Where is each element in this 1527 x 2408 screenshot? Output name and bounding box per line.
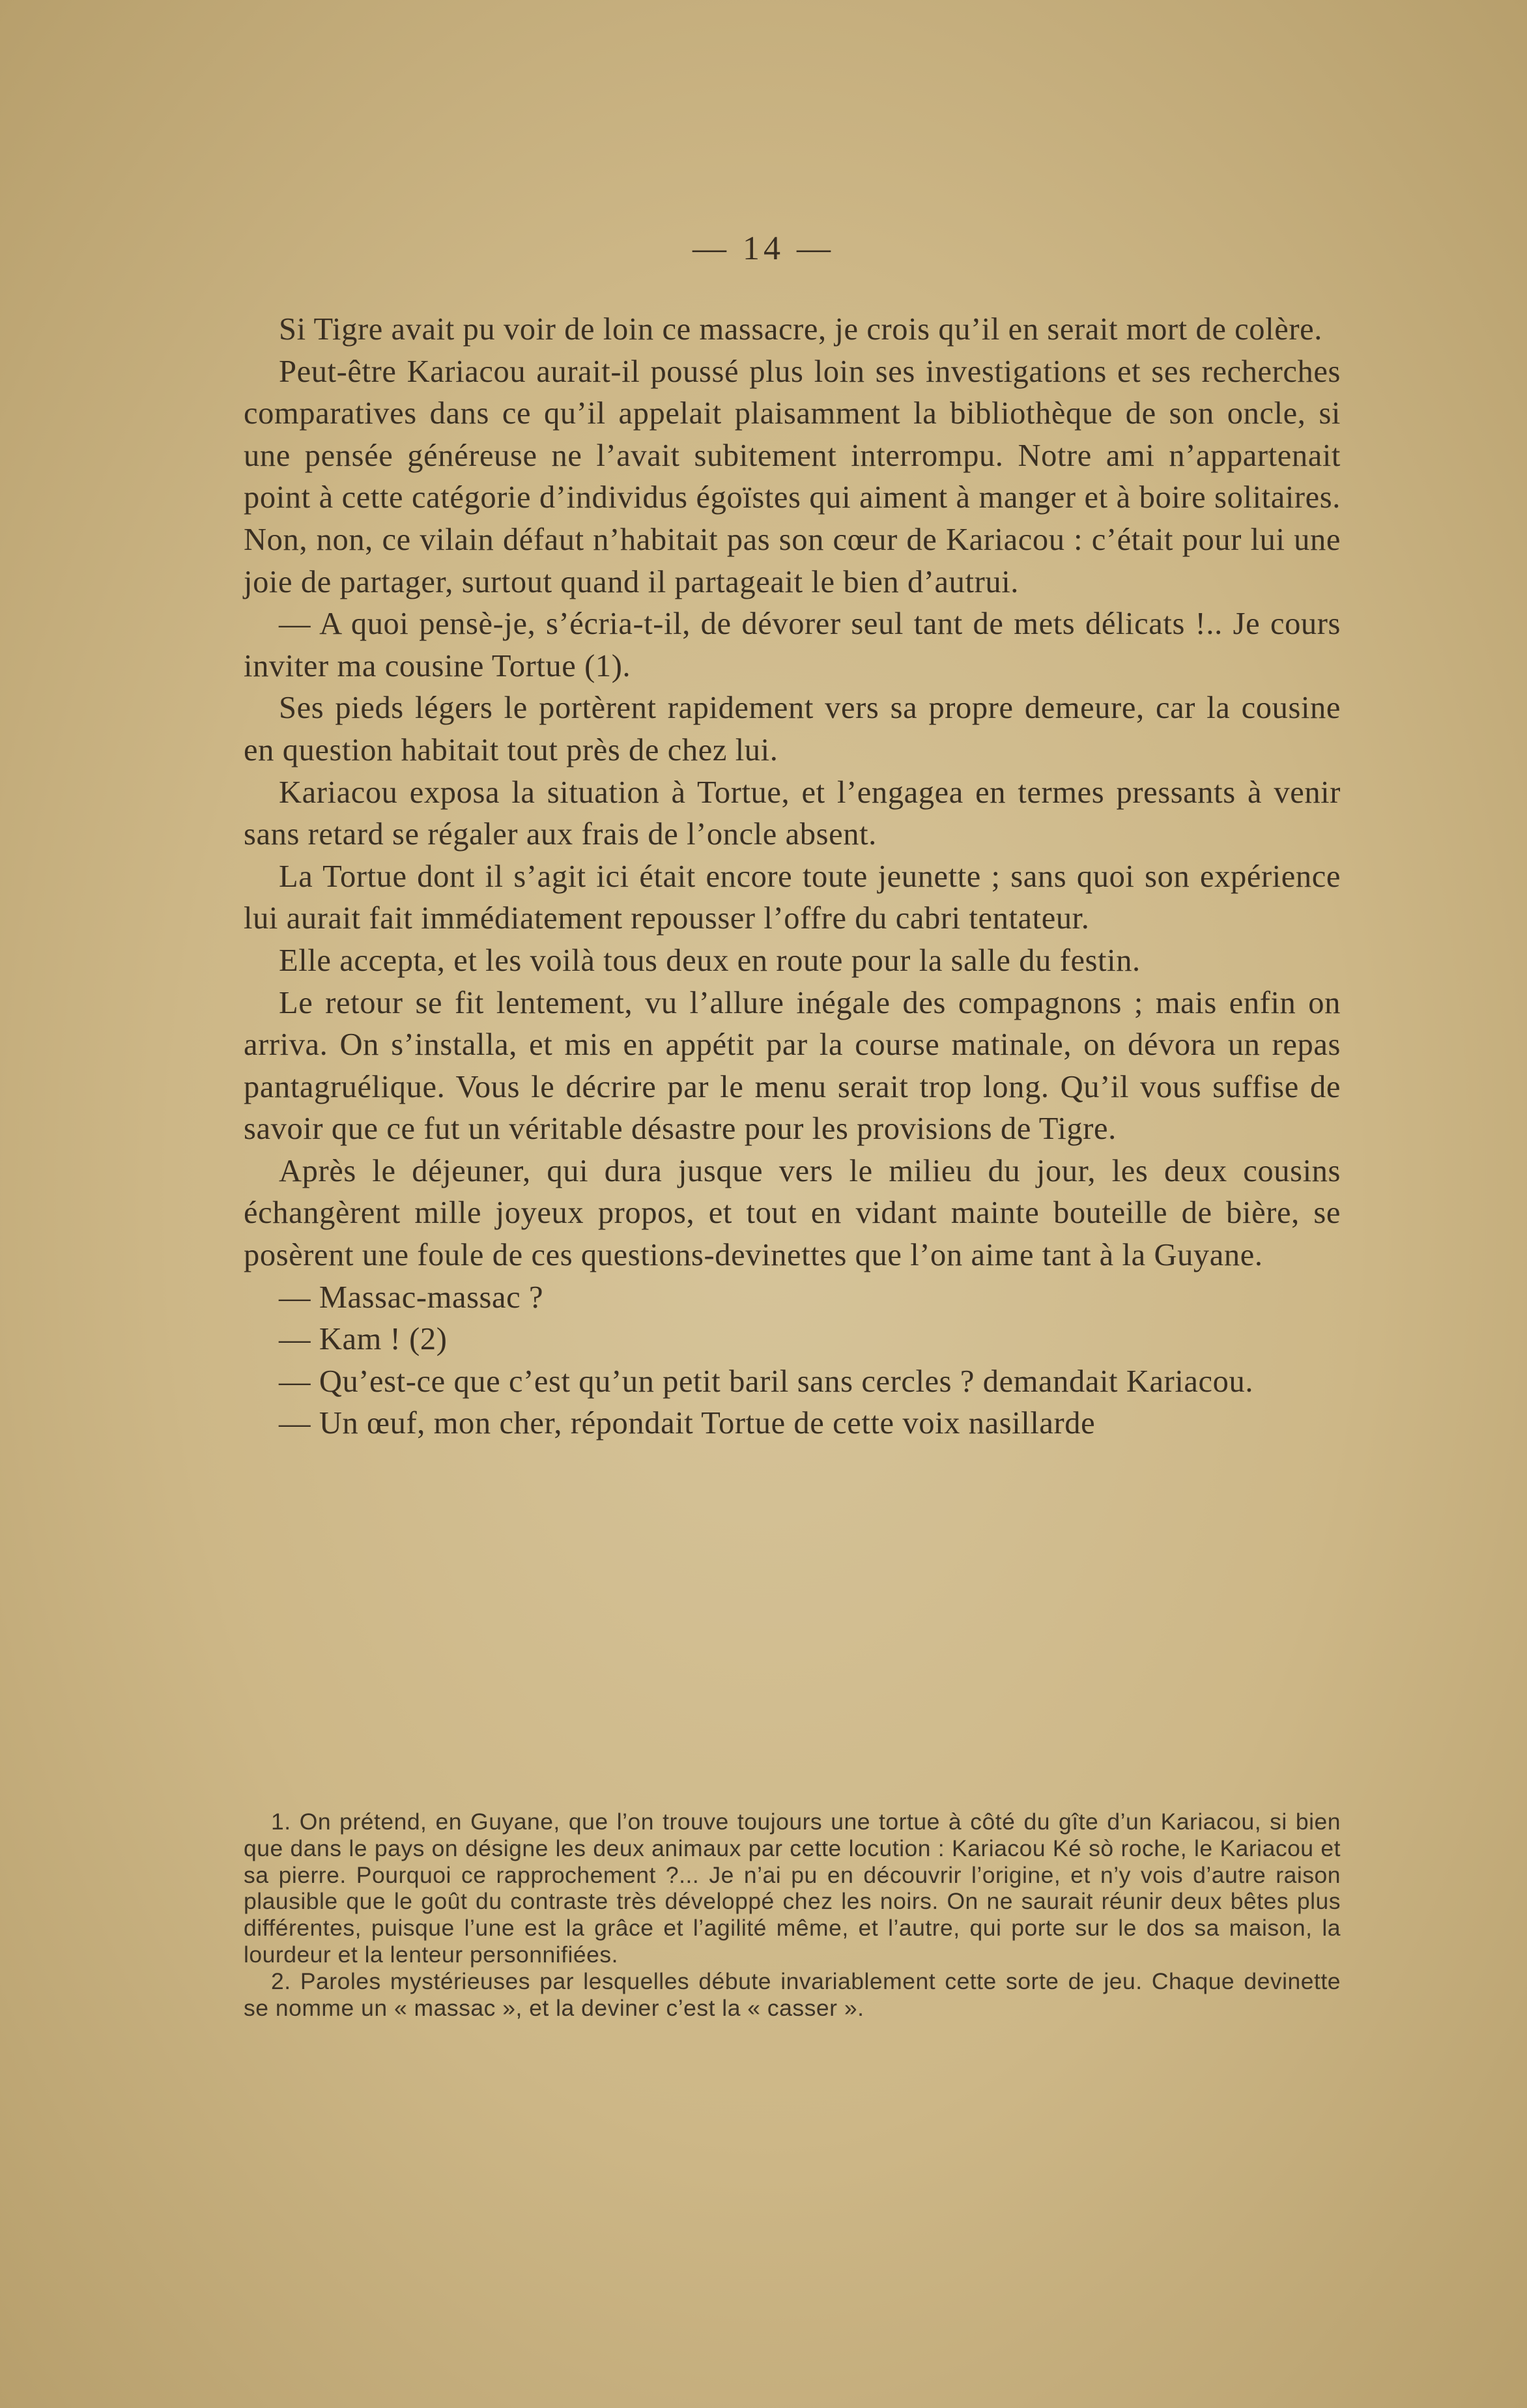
paragraph bbox=[244, 1319, 1341, 1361]
paragraph: La Tortue dont il s’agit ici était encore toute jeunette ; sans quoi son expérience lui aurait fait immédiatement repousser l’offre du cabri tentateur. bbox=[244, 859, 1341, 936]
page-number: — 14 — bbox=[692, 230, 835, 267]
paragraph: — Massac-massac ? bbox=[279, 1280, 544, 1315]
body-text bbox=[244, 309, 1341, 1445]
paragraph: Le retour se fit lentement, vu l’allure inégale des compagnons ; mais enfin on arriva. On s’installa, et mis en appétit par la course matinale, on dévora un repas pantagruélique. Vous le décrire par le menu serait trop long. Qu’il vous suffise de savoir que ce fut un véritable désastre pour les provisions de Tigre. bbox=[244, 985, 1341, 1147]
paragraph: Après le déjeuner, qui dura jusque vers le milieu du jour, les deux cousins échangèrent mille joyeux propos, et tout en vidant mainte bouteille de bière, se posèrent une foule de ces questions-devinettes que l’on aime tant à la Guyane. bbox=[244, 1153, 1341, 1273]
paragraph: Elle accepta, et les voilà tous deux en route pour la salle du festin. bbox=[279, 943, 1141, 978]
paragraph-text: — Kam ! bbox=[279, 1322, 410, 1357]
paragraph bbox=[244, 603, 1341, 687]
paragraph: Peut-être Kariacou aurait-il poussé plus loin ses investigations et ses recherches comparatives dans ce qu’il appelait plaisamment la bibliothèque de son oncle, si une pensée généreuse ne l’avait subitement interrompu. Notre ami n’appartenait point à cette catégorie d’individus égoïstes qui aiment à manger et à boire solitaires. Non, non, ce vilain défaut n’habitait pas son cœur de Kariacou : c’était pour lui une joie de partager, surtout quand il partageait le bien d’autrui. bbox=[244, 354, 1341, 599]
paragraph: Si Tigre avait pu voir de loin ce massacre, je crois qu’il en serait mort de colère. bbox=[279, 312, 1322, 347]
paragraph: — Un œuf, mon cher, répondait Tortue de cette voix nasillarde bbox=[279, 1406, 1096, 1441]
footnote-ref-1: (1). bbox=[584, 648, 631, 683]
footnote-1: 1. On prétend, en Guyane, que l’on trouve toujours une tortue à côté du gîte d’un Kariacou, si bien que dans le pays on désigne les deux animaux par cette locution : Kariacou Ké sò roche, le Kariacou et sa pierre. Pourquoi ce rapprochement ?... Je n’ai pu en découvrir l’origine, et n’y vois d’autre raison plausible que le goût du contraste très développé chez les noirs. On ne saurait réunir deux bêtes plus différentes, puisque l’une est la grâce et l’agilité même, et l’autre, qui porte sur le dos sa maison, la lourdeur et la lenteur personnifiées. bbox=[244, 1809, 1341, 1968]
footnotes bbox=[244, 1809, 1341, 2021]
paragraph: Ses pieds légers le portèrent rapidement vers sa propre demeure, car la cousine en question habitait tout près de chez lui. bbox=[244, 691, 1341, 767]
footnote-ref-2: (2) bbox=[409, 1322, 448, 1357]
paragraph: Kariacou exposa la situation à Tortue, et l’engagea en termes pressants à venir sans retard se régaler aux frais de l’oncle absent. bbox=[244, 775, 1341, 852]
paragraph: — Qu’est-ce que c’est qu’un petit baril sans cercles ? demandait Kariacou. bbox=[279, 1364, 1254, 1399]
footnote-2: 2. Paroles mystérieuses par lesquelles débute invariablement cette sorte de jeu. Chaque devinette se nomme un « massac », et la deviner c’est la « casser ». bbox=[244, 1968, 1341, 2021]
paragraph-text: — A quoi pensè-je, s’écria-t-il, de dévorer seul tant de mets délicats !.. Je cours inviter ma cousine Tortue bbox=[244, 607, 1341, 683]
